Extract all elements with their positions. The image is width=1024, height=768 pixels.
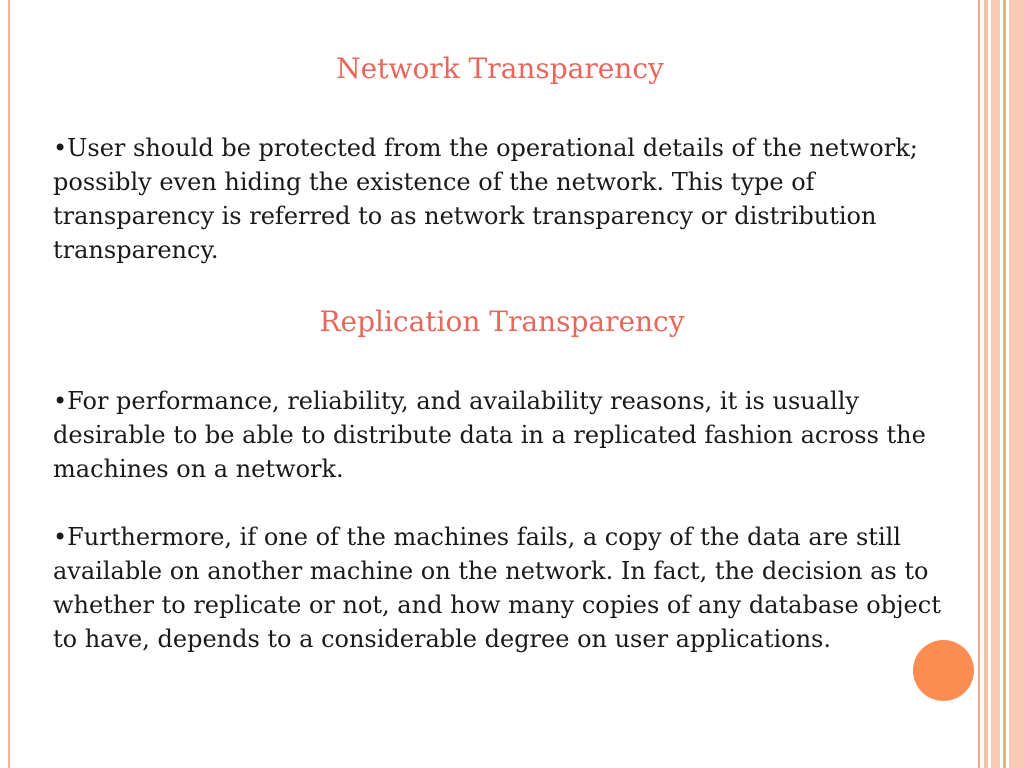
- heading-network-transparency: Network Transparency: [336, 52, 664, 85]
- right-stripe-1: [978, 0, 980, 768]
- left-border-line: [8, 0, 10, 768]
- paragraph-network-transparency: •User should be protected from the operational details of the network; possibly even hiding the existence of the network. This type of transparency is referred to as network transparency or distribution transparency.: [53, 134, 918, 264]
- right-stripe-3: [991, 0, 1000, 768]
- right-stripe-4: [1003, 0, 1006, 768]
- orange-circle-decoration: [913, 640, 974, 701]
- paragraph-replication-failure: •Furthermore, if one of the machines fails, a copy of the data are still available on another machine on the network. In fact, the decision as to whether to replicate or not, and how many copies of any database object to have, depends to a considerable degree on user applications.: [53, 523, 941, 653]
- heading-replication-transparency: Replication Transparency: [319, 305, 685, 338]
- right-stripe-2: [984, 0, 988, 768]
- paragraph-replication-reasons: •For performance, reliability, and availability reasons, it is usually desirable to be able to distribute data in a replicated fashion across the machines on a network.: [53, 387, 926, 483]
- right-stripe-5: [1009, 0, 1024, 768]
